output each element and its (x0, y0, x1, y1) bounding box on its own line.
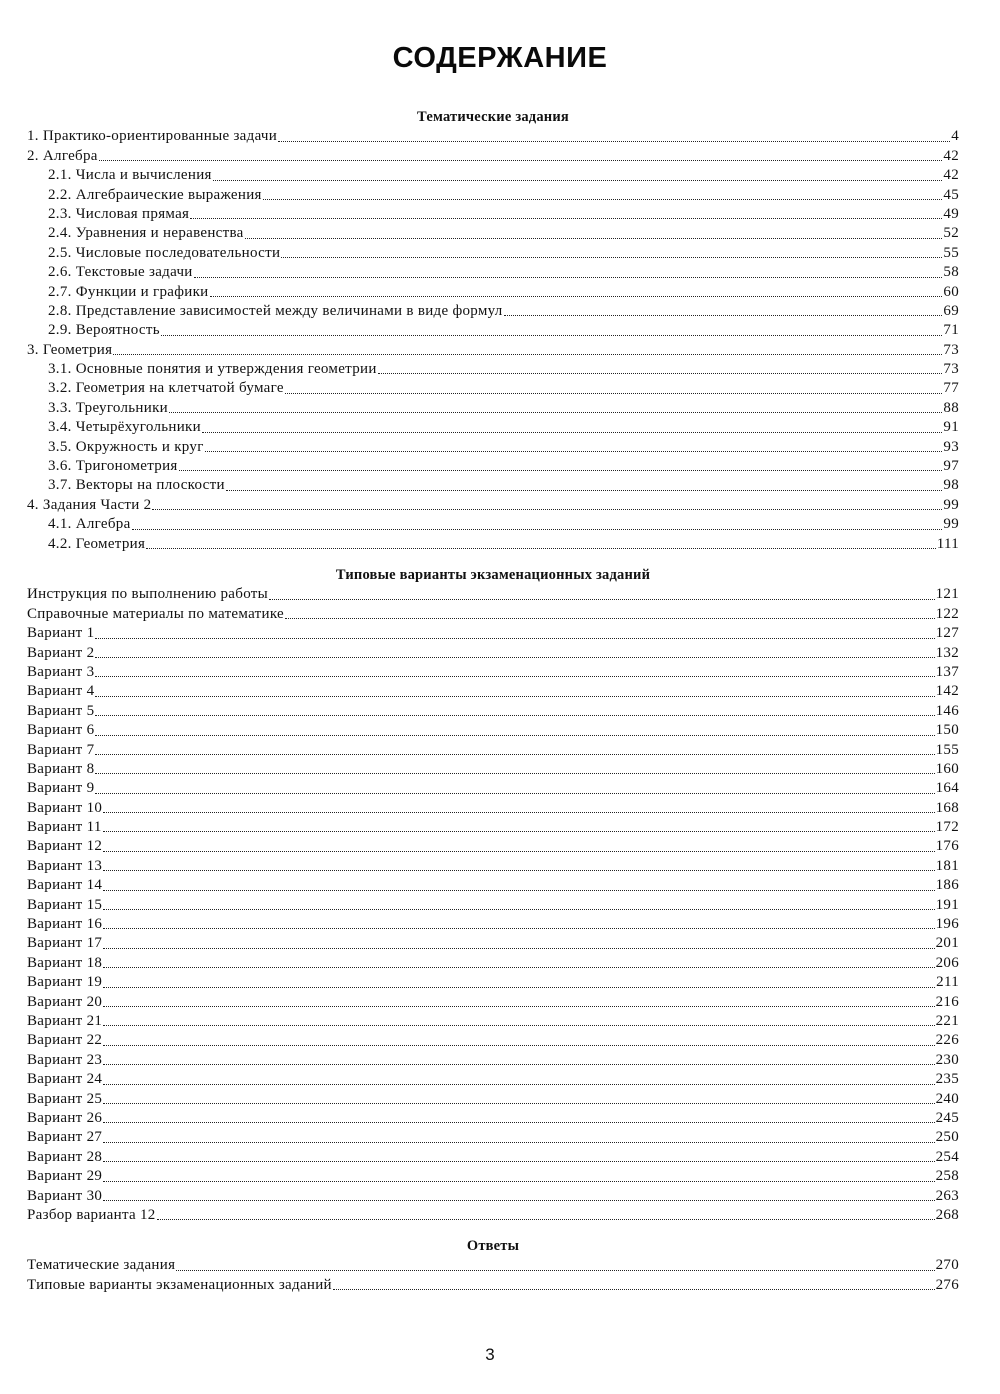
toc-entry[interactable] (27, 1206, 959, 1225)
toc-entry[interactable] (27, 244, 959, 263)
toc-entry-page: 176 (935, 838, 959, 855)
toc-entry-page: 88 (943, 399, 959, 416)
toc-entry-label: Вариант 23 (27, 1051, 103, 1068)
toc-entry[interactable] (27, 379, 959, 398)
dot-leader (103, 870, 934, 871)
toc-entry-label: Вариант 9 (27, 780, 95, 797)
toc-entry-page: 60 (943, 283, 959, 300)
dot-leader (190, 218, 942, 219)
toc-entry-page: 221 (935, 1012, 959, 1029)
toc-entry-page: 254 (935, 1148, 959, 1165)
toc-entry[interactable] (27, 1051, 959, 1070)
toc-entry-page: 71 (943, 322, 959, 339)
toc-entry-page: 49 (943, 205, 959, 222)
toc-entry-page: 111 (936, 535, 959, 552)
toc-entry-label: Вариант 16 (27, 916, 103, 933)
toc-entry-label: Справочные материалы по математике (27, 605, 285, 622)
toc-entry-page: 132 (935, 644, 959, 661)
toc-entry-page: 206 (935, 954, 959, 971)
toc-entry-page: 150 (935, 722, 959, 739)
dot-leader (95, 754, 934, 755)
toc-entry[interactable] (27, 263, 959, 282)
toc-entry-page: 55 (943, 244, 959, 261)
toc-entry[interactable] (27, 1128, 959, 1147)
toc-entry-page: 160 (935, 760, 959, 777)
dot-leader (113, 354, 942, 355)
dot-leader (333, 1289, 935, 1290)
toc-entry[interactable] (27, 818, 959, 837)
toc-entry[interactable] (27, 1256, 959, 1275)
toc-entry[interactable] (27, 779, 959, 798)
toc-entry-label: Вариант 10 (27, 799, 103, 816)
dot-leader (103, 1064, 934, 1065)
dot-leader (161, 335, 943, 336)
toc-entry[interactable] (27, 496, 959, 515)
toc-entry-page: 216 (935, 993, 959, 1010)
toc-entry-label: Вариант 24 (27, 1071, 103, 1088)
toc-entry-label: Вариант 3 (27, 663, 95, 680)
toc-entry[interactable] (27, 896, 959, 915)
toc-entry-label: Вариант 30 (27, 1187, 103, 1204)
dot-leader (103, 1084, 934, 1085)
toc-entry-page: 99 (943, 496, 959, 513)
toc-entry-page: 245 (935, 1109, 959, 1126)
toc-entry[interactable] (27, 799, 959, 818)
toc-entry-page: 258 (935, 1168, 959, 1185)
toc-entry[interactable] (27, 302, 959, 321)
toc-entry[interactable] (27, 1187, 959, 1206)
toc-entry-label: 3.1. Основные понятия и утверждения геометрии (48, 361, 377, 378)
dot-leader (169, 412, 942, 413)
toc-entry-label: Вариант 25 (27, 1090, 103, 1107)
toc-section-thematic (27, 108, 959, 554)
toc-entry-label: 2.3. Числовая прямая (48, 205, 190, 222)
dot-leader (157, 1219, 935, 1220)
toc-entry[interactable] (27, 993, 959, 1012)
toc-entry[interactable] (27, 702, 959, 721)
toc-entry-label: Типовые варианты экзаменационных заданий (27, 1276, 332, 1293)
toc-entry-label: Вариант 15 (27, 896, 103, 913)
toc-entry-page: 77 (943, 380, 959, 397)
toc-entry-label: 2.5. Числовые последовательности (48, 244, 281, 261)
toc-entry-page: 42 (943, 147, 959, 164)
toc-entry-page: 73 (943, 361, 959, 378)
toc-entry-page: 270 (935, 1257, 959, 1274)
toc-entry-page: 42 (943, 167, 959, 184)
page-number: 3 (485, 1345, 495, 1364)
toc-entry[interactable] (27, 341, 959, 360)
toc-entry-label: 3.4. Четырёхугольники (48, 419, 201, 436)
dot-leader (103, 812, 934, 813)
toc-entry-page: 226 (935, 1032, 959, 1049)
toc-entry-page: 122 (935, 605, 959, 622)
toc-entry-page: 164 (935, 780, 959, 797)
toc-entry-label: 3.6. Тригонометрия (48, 458, 178, 475)
toc-entry-label: Инструкция по выполнению работы (27, 586, 269, 603)
toc-entry[interactable] (27, 760, 959, 779)
dot-leader (103, 831, 935, 832)
dot-leader (103, 1142, 934, 1143)
dot-leader (245, 238, 943, 239)
toc-entry[interactable] (27, 224, 959, 243)
toc-entry-page: 172 (935, 819, 959, 836)
toc-entry-label: Вариант 17 (27, 935, 103, 952)
dot-leader (103, 948, 934, 949)
toc-entry[interactable] (27, 399, 959, 418)
toc-entry-label: 4.2. Геометрия (48, 535, 146, 552)
dot-leader (103, 1045, 934, 1046)
toc-entry-label: 3.7. Векторы на плоскости (48, 477, 225, 494)
toc-entry-page: 98 (943, 477, 959, 494)
toc-entry-label: 3.3. Треугольники (48, 399, 169, 416)
toc-entry-label: Вариант 13 (27, 857, 103, 874)
toc-entry-page: 137 (935, 663, 959, 680)
dot-leader (103, 1103, 934, 1104)
toc-entry-label: 3.2. Геометрия на клетчатой бумаге (48, 380, 284, 397)
toc-entry[interactable] (27, 721, 959, 740)
toc-entry-label: 3.5. Окружность и круг (48, 438, 204, 455)
dot-leader (103, 1161, 934, 1162)
toc-entry-page: 127 (935, 625, 959, 642)
toc-entry-label: Вариант 12 (27, 838, 103, 855)
toc-entry[interactable] (27, 186, 959, 205)
toc-entry[interactable] (27, 682, 959, 701)
toc-entry-label: 4.1. Алгебра (48, 516, 131, 533)
dot-leader (95, 657, 934, 658)
toc-entry-label: 2.1. Числа и вычисления (48, 167, 212, 184)
toc-entry-label: 2.7. Функции и графики (48, 283, 209, 300)
dot-leader (269, 599, 935, 600)
toc-entry-page: 91 (943, 419, 959, 436)
dot-leader (281, 257, 942, 258)
dot-leader (95, 735, 934, 736)
toc-entry-label: Вариант 20 (27, 993, 103, 1010)
toc-entry[interactable] (27, 205, 959, 224)
toc-entry[interactable] (27, 837, 959, 856)
toc-entry-label: Вариант 28 (27, 1148, 103, 1165)
toc-entry-page: 58 (943, 264, 959, 281)
toc-entry-page: 230 (935, 1051, 959, 1068)
dot-leader (95, 773, 934, 774)
toc-entry-page: 69 (943, 302, 959, 319)
toc-entry[interactable] (27, 1031, 959, 1050)
toc-section-variants (27, 566, 959, 1225)
toc-entry-page: 235 (935, 1071, 959, 1088)
toc-entry-page: 155 (935, 741, 959, 758)
toc-entry-page: 4 (951, 128, 959, 145)
dot-leader (103, 967, 934, 968)
toc-entry-page: 186 (935, 877, 959, 894)
toc-entry[interactable] (27, 644, 959, 663)
toc-entry[interactable] (27, 1012, 959, 1031)
dot-leader (95, 638, 934, 639)
toc-entry[interactable] (27, 1167, 959, 1186)
toc-entry-label: Вариант 19 (27, 974, 103, 991)
toc-entry-label: 2. Алгебра (27, 147, 98, 164)
toc-entry-label: 2.9. Вероятность (48, 322, 160, 339)
toc-entry-label: 2.6. Текстовые задачи (48, 264, 193, 281)
dot-leader (202, 432, 942, 433)
toc-entry-label: Вариант 7 (27, 741, 95, 758)
toc-entry-page: 201 (935, 935, 959, 952)
toc-entry-label: Вариант 27 (27, 1129, 103, 1146)
dot-leader (378, 373, 943, 374)
toc-entry-page: 181 (935, 857, 959, 874)
dot-leader (95, 793, 934, 794)
toc-entry-label: Вариант 21 (27, 1012, 103, 1029)
toc-entry[interactable] (27, 438, 959, 457)
dot-leader (146, 548, 936, 549)
toc-entry-label: 1. Практико-ориентированные задачи (27, 128, 278, 145)
toc-entry-label: Вариант 26 (27, 1109, 103, 1126)
dot-leader (103, 1200, 934, 1201)
toc-entry[interactable] (27, 1109, 959, 1128)
toc-entry-page: 73 (943, 341, 959, 358)
toc-entry[interactable] (27, 624, 959, 643)
dot-leader (103, 851, 934, 852)
toc-entry[interactable] (27, 418, 959, 437)
toc-entry[interactable] (27, 741, 959, 760)
toc-entry-label: Тематические задания (27, 1257, 176, 1274)
dot-leader (263, 199, 943, 200)
toc-entry[interactable] (27, 360, 959, 379)
dot-leader (205, 451, 943, 452)
toc-entry-page: 168 (935, 799, 959, 816)
toc-section-answers (27, 1237, 959, 1295)
toc-entry-page: 240 (935, 1090, 959, 1107)
toc-entry[interactable] (27, 166, 959, 185)
toc-entry-label: Вариант 18 (27, 954, 103, 971)
toc-entry-page: 196 (935, 916, 959, 933)
dot-leader (278, 141, 950, 142)
dot-leader (213, 180, 943, 181)
dot-leader (194, 277, 943, 278)
toc-entry[interactable] (27, 1276, 959, 1295)
toc-entry[interactable] (27, 934, 959, 953)
toc-entry-page: 146 (935, 702, 959, 719)
toc-entry-page: 142 (935, 683, 959, 700)
toc-entry[interactable] (27, 1090, 959, 1109)
dot-leader (103, 1006, 934, 1007)
toc-entry-label: Вариант 8 (27, 760, 95, 777)
dot-leader (103, 928, 934, 929)
dot-leader (99, 160, 943, 161)
toc-entry[interactable] (27, 1070, 959, 1089)
toc-entry-label: Вариант 5 (27, 702, 95, 719)
dot-leader (103, 890, 934, 891)
dot-leader (103, 1025, 934, 1026)
toc-entry-label: 2.2. Алгебраические выражения (48, 186, 262, 203)
dot-leader (95, 696, 934, 697)
toc-entry[interactable] (27, 127, 959, 146)
toc-entry-page: 93 (943, 438, 959, 455)
toc-entry[interactable] (27, 476, 959, 495)
toc-entry-label: Разбор варианта 12 (27, 1206, 156, 1223)
section-heading: Типовые варианты экзаменационных заданий (335, 567, 651, 583)
toc-entry[interactable] (27, 535, 959, 554)
toc-entry-label: Вариант 22 (27, 1032, 103, 1049)
toc-entry[interactable] (27, 515, 959, 534)
toc-entry-label: 2.4. Уравнения и неравенства (48, 225, 244, 242)
dot-leader (103, 1122, 934, 1123)
dot-leader (95, 715, 934, 716)
toc-entry[interactable] (27, 585, 959, 604)
dot-leader (103, 1181, 934, 1182)
toc-entry-label: Вариант 14 (27, 877, 103, 894)
toc-entry-label: 4. Задания Части 2 (27, 496, 152, 513)
toc-entry-page: 121 (935, 586, 959, 603)
dot-leader (210, 296, 943, 297)
toc-entry-page: 263 (935, 1187, 959, 1204)
dot-leader (504, 315, 943, 316)
dot-leader (179, 470, 943, 471)
toc-entry[interactable] (27, 283, 959, 302)
dot-leader (95, 676, 934, 677)
toc-entry-page: 52 (943, 225, 959, 242)
toc-entry-label: Вариант 2 (27, 644, 95, 661)
dot-leader (132, 529, 943, 530)
toc-entry-page: 45 (943, 186, 959, 203)
toc-entry-page: 211 (936, 974, 959, 991)
toc-entry-label: Вариант 1 (27, 625, 95, 642)
toc-entry-label: Вариант 4 (27, 683, 95, 700)
toc-entry-page: 250 (935, 1129, 959, 1146)
toc-entry[interactable] (27, 876, 959, 895)
toc-entry-label: 3. Геометрия (27, 341, 113, 358)
dot-leader (176, 1270, 934, 1271)
section-heading: Тематические задания (417, 109, 569, 125)
toc-entry[interactable] (27, 973, 959, 992)
section-heading: Ответы (466, 1238, 520, 1254)
toc-entry-label: Вариант 6 (27, 722, 95, 739)
toc-entry-label: Вариант 29 (27, 1168, 103, 1185)
dot-leader (285, 618, 935, 619)
toc-entry-page: 97 (943, 458, 959, 475)
dot-leader (103, 987, 935, 988)
toc-entry-page: 268 (935, 1206, 959, 1223)
toc-entry[interactable] (27, 1148, 959, 1167)
toc-entry-page: 276 (935, 1276, 959, 1293)
toc-entry[interactable] (27, 954, 959, 973)
toc-entry[interactable] (27, 857, 959, 876)
dot-leader (285, 393, 943, 394)
toc-entry[interactable] (27, 915, 959, 934)
toc-entry-page: 99 (943, 516, 959, 533)
toc-entry-label: 2.8. Представление зависимостей между величинами в виде формул (48, 302, 503, 319)
toc-entry[interactable] (27, 147, 959, 166)
toc-entry-page: 191 (935, 896, 959, 913)
toc-entry[interactable] (27, 605, 959, 624)
dot-leader (226, 490, 943, 491)
page-title: СОДЕРЖАНИЕ (392, 42, 608, 74)
dot-leader (103, 909, 934, 910)
toc-entry[interactable] (27, 663, 959, 682)
dot-leader (152, 509, 942, 510)
toc-entry-label: Вариант 11 (27, 819, 102, 836)
toc-entry[interactable] (27, 321, 959, 340)
toc-entry[interactable] (27, 457, 959, 476)
